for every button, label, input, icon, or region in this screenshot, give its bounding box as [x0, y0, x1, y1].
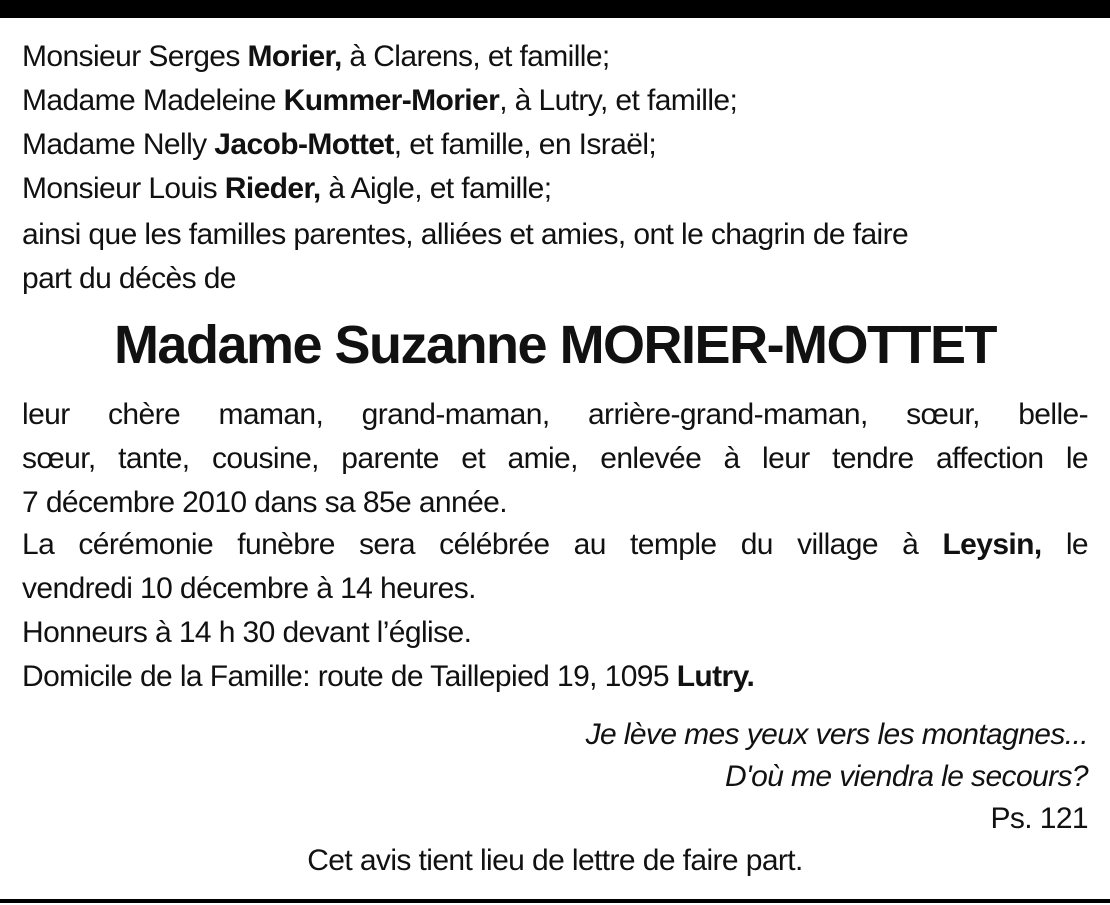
family-line-1: Monsieur Serges Morier, à Clarens, et famille;	[22, 40, 610, 73]
description-line-2: sœur, tante, cousine, parente et amie, enlevée à leur tendre affection le	[22, 442, 1088, 475]
bottom-border	[0, 899, 1110, 903]
family-line-4: Monsieur Louis Rieder, à Aigle, et famille;	[22, 172, 552, 205]
closing-line: Cet avis tient lieu de lettre de faire part.	[307, 844, 803, 877]
honneurs-line: Honneurs à 14 h 30 devant l’église.	[22, 616, 472, 649]
domicile-line: Domicile de la Famille: route de Taillepied 19, 1095 Lutry.	[22, 660, 755, 693]
family-line-3: Madame Nelly Jacob-Mottet, et famille, en Israël;	[22, 128, 657, 161]
deceased-name: Madame Suzanne MORIER-MOTTET	[113, 315, 997, 375]
top-border	[0, 0, 1110, 18]
verse-reference: Ps. 121	[990, 802, 1088, 835]
description-line-3: 7 décembre 2010 dans sa 85e année.	[22, 486, 507, 519]
description-line-1: leur chère maman, grand-maman, arrière-grand-maman, sœur, belle-	[22, 398, 1088, 431]
intro-line-1: ainsi que les familles parentes, alliées et amies, ont le chagrin de faire	[22, 218, 909, 251]
verse-line-2: D'où me viendra le secours?	[724, 760, 1088, 793]
ceremony-line-2: vendredi 10 décembre à 14 heures.	[22, 572, 476, 605]
intro-line-2: part du décès de	[22, 262, 236, 295]
ceremony-line-1: La cérémonie funèbre sera célébrée au temple du village à Leysin, le	[22, 528, 1088, 561]
verse-line-1: Je lève mes yeux vers les montagnes...	[585, 718, 1088, 751]
family-line-2: Madame Madeleine Kummer-Morier, à Lutry, et famille;	[22, 84, 738, 117]
